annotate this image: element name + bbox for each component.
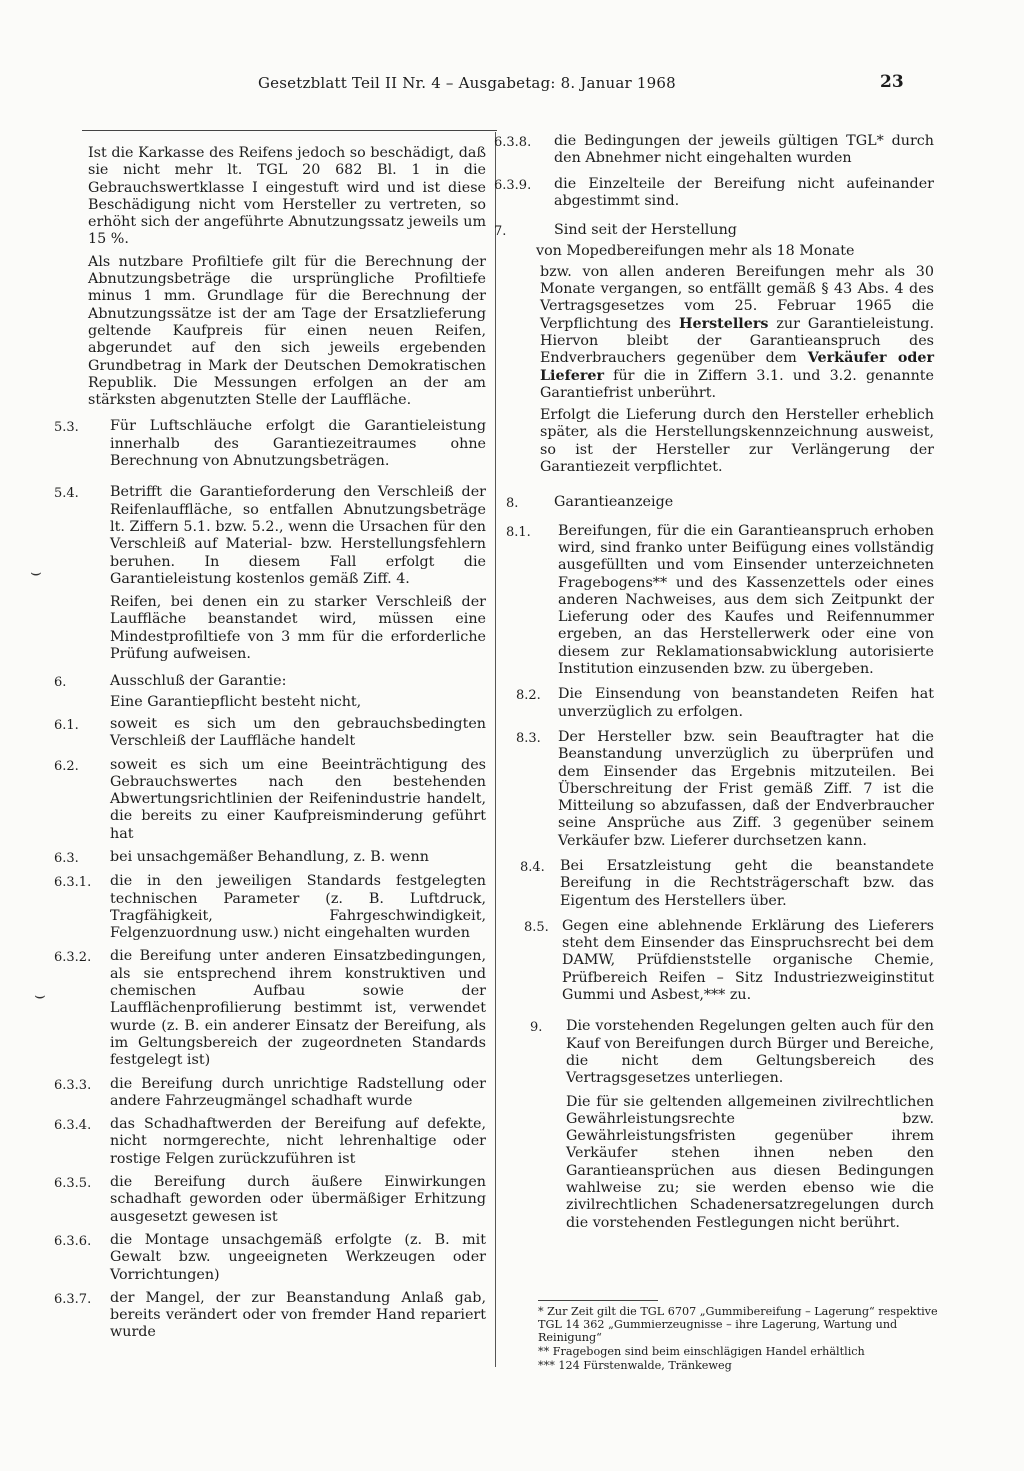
text-run: für die in Ziffern 3.1. und 3.2. genannte Garantiefrist unberührt. <box>540 367 934 401</box>
section-text: die Bedingungen der jeweils gültigen TGL* durch den Abnehmer nicht eingehalten wurden <box>554 133 934 167</box>
emphasis: Herstellers <box>678 315 769 332</box>
margin-check-mark: ⌣ <box>34 985 46 1006</box>
section-8-3 <box>494 729 934 850</box>
paragraph: von Mopedbereifungen mehr als 18 Monate <box>536 243 855 260</box>
paragraph: Erfolgt die Lieferung durch den Hersteller erheblich später, als die Herstellungskennzeichnung ausweist, so ist der Hersteller zur Verlängerung der Garantiezeit verpflichtet. <box>540 407 934 476</box>
page-number: 23 <box>880 72 904 92</box>
section-number: 6. <box>54 675 67 691</box>
section-number: 5.3. <box>54 420 79 436</box>
paragraph: Reifen, bei denen ein zu starker Verschleiß der Lauffläche beanstandet wird, müssen eine Mindestprofiltiefe von 3 mm für die erforderliche Prüfung aufweisen. <box>110 594 486 663</box>
section-8-2 <box>494 686 934 721</box>
section-text: Die vorstehenden Regelungen gelten auch für den Kauf von Bereifungen durch Bürger und Bereiche, die nicht dem Geltungsbereich des Vertragsgesetzes unterliegen. <box>566 1018 934 1087</box>
section-text: Die Einsendung von beanstandeten Reifen hat unverzüglich zu erfolgen. <box>558 686 934 720</box>
section-text: soweit es sich um den gebrauchsbedingten Verschleiß der Lauffläche handelt <box>110 715 486 750</box>
footnotes <box>538 1300 948 1373</box>
text-run: bzw. von allen anderen Bereifungen mehr als 30 Monate vergangen, so entfällt gemäß § 43 Abs. 4 des Vertragsgesetzes vom 25. Februar 1965 die Verpflichtung des <box>540 263 934 332</box>
section-number: 8.1. <box>506 524 531 540</box>
section-number: 8.2. <box>516 688 541 704</box>
section-5-3 <box>54 418 486 470</box>
text-run: zur Garantieleistung. Hiervon bleibt der Garantieanspruch des Endverbrauchers gegenüber dem <box>540 315 934 367</box>
section-text: der Mangel, der zur Beanstandung Anlaß gab, bereits verändert oder von fremder Hand repariert wurde <box>110 1289 486 1341</box>
margin-check-mark: ⌣ <box>30 562 42 583</box>
section-text: die in den jeweiligen Standards festgelegten technischen Parameter (z. B. Luftdruck, Tragfähigkeit, Fahrgeschwindigkeit, Felgenzuordnung usw.) nicht eingehalten wurden <box>110 873 486 942</box>
section-8-4 <box>494 858 934 910</box>
section-number: 6.3.6. <box>54 1233 92 1249</box>
section-number: 6.1. <box>54 717 79 733</box>
right-column <box>494 133 934 1237</box>
section-6-3-1 <box>54 873 486 942</box>
section-8-5 <box>494 918 934 1004</box>
section-text: Betrifft die Garantieforderung den Verschleiß der Reifenlauffläche, so entfallen Abnutzungsbeträge lt. Ziffern 5.1. bzw. 5.2., wenn die Ursachen für den Verschleiß auf Material- bzw. Herstellungsfehlern beruhen. In diesem Fall erfolgt die Garantieleistung kostenlos gemäß Ziff. 4. <box>110 484 486 587</box>
section-6-3-4 <box>54 1116 486 1168</box>
emphasis: Verkäufer oder Lieferer <box>540 350 935 384</box>
section-text: die Montage unsachgemäß erfolgte (z. B. mit Gewalt bzw. ungeeigneten Werkzeugen oder Vorrichtungen) <box>110 1231 486 1283</box>
section-number: 8.3. <box>516 730 541 746</box>
section-5-4 <box>54 484 486 588</box>
paragraph: Als nutzbare Profiltiefe gilt für die Berechnung der Abnutzungsbeträge die ursprüngliche Profiltiefe minus 1 mm. Grundlage für die Berechnung der Abnutzungssätze ist der am Tage der Ersatzlieferung geltende Kaufpreis für einen neuen Reifen, abgerundet auf den sich jeweils ergebenden Grundbetrag in Mark der Deutschen Demokratischen Republik. Die Messungen erfolgen an der am stärksten abgenutzten Stelle der Lauffläche. <box>88 253 486 409</box>
section-text: Der Hersteller bzw. sein Beauftragter hat die Beanstandung unverzüglich zu überprüfen und dem Einsender das Ergebnis mitzuteilen. Bei Überschreitung der Frist gemäß Ziff. 7 ist die Mitteilung so abzufassen, daß der Endverbraucher seine Ansprüche aus Ziff. 3 gegenüber seinem Verkäufer bzw. Lieferer durchsetzen kann. <box>558 728 934 849</box>
section-text: Bereifungen, für die ein Garantieanspruch erhoben wird, sind franko unter Beifügung eines vollständig ausgefüllten und vom Einsender unterzeichneten Fragebogens** und des Kassenzettels oder eines anderen Nachweises, aus dem sich Zeitpunkt der Lieferung oder des Kaufes und Reifennummer ergeben, an das Herstellerwerk oder eine von diesem zur Reklamationsabwicklung autorisierte Institution einzusenden bzw. zu übergeben. <box>558 522 934 678</box>
section-6-3-9 <box>494 176 934 211</box>
section-number: 6.3.8. <box>494 135 532 150</box>
section-6-3-8 <box>494 133 934 168</box>
header-rule <box>82 130 497 131</box>
section-heading: Garantieanzeige <box>554 494 674 511</box>
section-6-3-6 <box>54 1232 486 1284</box>
section-8-1 <box>494 523 934 679</box>
section-6-2 <box>54 757 486 843</box>
section-number: 6.3.7. <box>54 1291 92 1307</box>
section-6-3-2 <box>54 948 486 1069</box>
section-number: 6.3.9. <box>494 177 532 193</box>
section-text: die Bereifung durch äußere Einwirkungen schadhaft geworden oder übermäßiger Erhitzung ausgesetzt gewesen ist <box>110 1174 486 1225</box>
section-number: 6.3.2. <box>54 950 92 966</box>
section-6-3-5 <box>54 1174 486 1226</box>
footnote: ** Fragebogen sind beim einschlägigen Handel erhältlich <box>538 1345 865 1358</box>
section-number: 6.2. <box>54 758 79 774</box>
footnote-rule <box>538 1300 658 1301</box>
section-number: 8. <box>506 496 519 512</box>
footnote: *** 124 Fürstenwalde, Tränkeweg <box>538 1359 732 1372</box>
section-6-3 <box>54 849 486 867</box>
paragraph: Die für sie geltenden allgemeinen zivilrechtlichen Gewährleistungsrechte bzw. Gewährleistungsfristen gegenüber ihrem Verkäufer stehen ihnen neben den Garantieansprüchen aus diesen Bedingungen wahlweise zu; sie werden ebenso wie die zivilrechtlichen Schadenersatzregelungen durch die vorstehenden Festlegungen nicht berührt. <box>566 1093 934 1231</box>
section-number: 6.3. <box>54 850 79 866</box>
section-text: soweit es sich um eine Beeinträchtigung des Gebrauchswertes nach den bestehenden Abwertungsrichtlinien der Reifenindustrie handelt, die bereits zu einer Kaufpreisminderung geführt hat <box>110 756 486 842</box>
left-column <box>54 145 486 1348</box>
paragraph: Ist die Karkasse des Reifens jedoch so beschädigt, daß sie nicht mehr lt. TGL 20 682 Bl. 1 in die Gebrauchswertklasse I eingestuft wird und ist diese Beschädigung nicht vom Hersteller zu vertreten, so erhöht sich der angeführte Abnutzungssatz jeweils um 15 %. <box>88 145 486 248</box>
section-6-3-3 <box>54 1076 486 1111</box>
section-number: 8.5. <box>524 919 549 935</box>
paragraph-7 <box>494 264 934 402</box>
section-6 <box>54 673 486 691</box>
paragraph: Eine Garantiepflicht besteht nicht, <box>110 693 362 710</box>
section-number: 6.3.5. <box>54 1176 92 1192</box>
section-8 <box>494 494 934 512</box>
section-text: Für Luftschläuche erfolgt die Garantieleistung innerhalb des Garantiezeitraumes ohne Berechnung von Abnutzungsbeträgen. <box>110 418 486 470</box>
section-number: 8.4. <box>520 859 545 875</box>
section-text: die Bereifung unter anderen Einsatzbedingungen, als sie entsprechend ihrem konstruktiven und chemischen Aufbau sowie der Laufflächenprofilierung bestimmt ist, verwendet wurde (z. B. ein anderer Einsatz der Bereifung, als im Geltungsbereich der zugeordneten Standards festgelegt ist) <box>110 948 486 1069</box>
section-7 <box>494 222 934 240</box>
section-number: 6.3.4. <box>54 1118 92 1134</box>
section-number: 5.4. <box>54 486 79 502</box>
section-6-3-7 <box>54 1290 486 1342</box>
section-number: 7. <box>494 224 507 240</box>
section-number: 6.3.3. <box>54 1077 92 1093</box>
section-6-1 <box>54 716 486 751</box>
section-number: 9. <box>530 1020 543 1036</box>
section-text: Gegen eine ablehnende Erklärung des Lieferers steht dem Einsender das Einspruchsrecht bei dem DAMW, Prüfdienststelle organische Chemie, Prüfbereich Reifen – Sitz Industriezweiginstitut Gummi und Asbest,*** zu. <box>562 917 934 1004</box>
section-heading: Ausschluß der Garantie: <box>110 673 287 690</box>
section-text: die Bereifung durch unrichtige Radstellung oder andere Fahrzeugmängel schadhaft wurde <box>110 1075 486 1109</box>
page-header: Gesetzblatt Teil II Nr. 4 – Ausgabetag: 8. Januar 1968 <box>258 74 676 92</box>
section-text: das Schadhaftwerden der Bereifung auf defekte, nicht normgerechte, nicht lehrenhaltige oder rostige Felgen zurückzuführen ist <box>110 1116 486 1167</box>
section-number: 6.3.1. <box>54 875 92 891</box>
section-9 <box>494 1018 934 1087</box>
section-text: Bei Ersatzleistung geht die beanstandete Bereifung in die Rechtsträgerschaft bzw. das Eigentum des Herstellers über. <box>560 857 934 909</box>
section-text: Sind seit der Herstellung <box>554 222 737 239</box>
section-text: bei unsachgemäßer Behandlung, z. B. wenn <box>110 848 429 865</box>
section-text: die Einzelteile der Bereifung nicht aufeinander abgestimmt sind. <box>554 175 934 209</box>
footnote: * Zur Zeit gilt die TGL 6707 „Gummibereifung – Lagerung“ respektive TGL 14 362 „Gummierzeugnisse – ihre Lagerung, Wartung und Reinigung“ <box>538 1305 938 1344</box>
